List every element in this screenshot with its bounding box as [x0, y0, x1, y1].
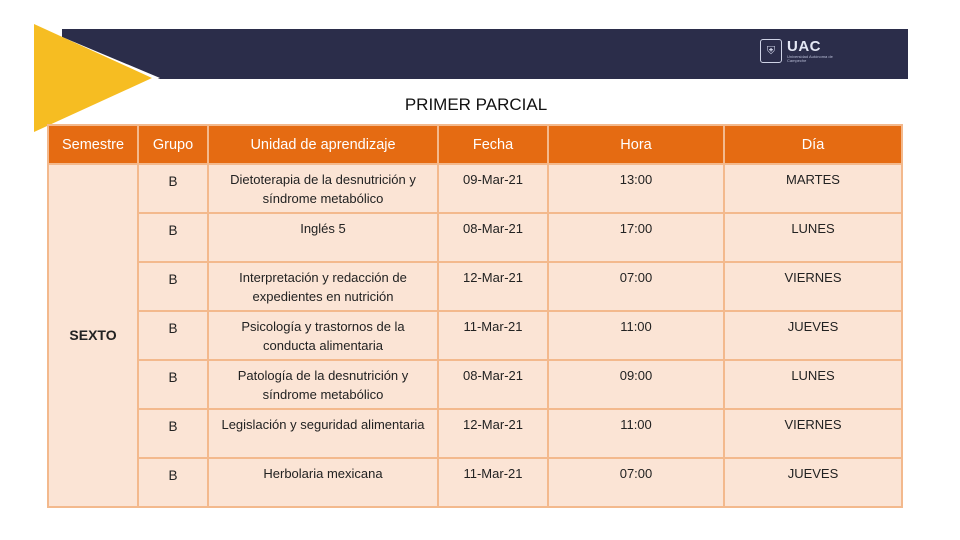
date-cell: 11-Mar-21 [438, 311, 548, 360]
semester-cell: SEXTO [48, 164, 138, 507]
time-cell: 09:00 [548, 360, 724, 409]
course-cell: Psicología y trastornos de la conducta alimentaria [208, 311, 438, 360]
course-cell: Dietoterapia de la desnutrición y síndrome metabólico [208, 164, 438, 213]
group-cell: B [138, 213, 208, 262]
shield-icon: ⛨ [760, 39, 782, 63]
table-row [48, 458, 902, 507]
table-row [48, 311, 902, 360]
day-cell: LUNES [724, 213, 902, 262]
time-cell: 13:00 [548, 164, 724, 213]
page-title: PRIMER PARCIAL [404, 95, 548, 114]
course-cell: Patología de la desnutrición y síndrome metabólico [208, 360, 438, 409]
group-cell: B [138, 262, 208, 311]
time-cell: 11:00 [548, 409, 724, 458]
logo-brand [787, 37, 833, 63]
date-cell: 11-Mar-21 [438, 458, 548, 507]
date-cell: 12-Mar-21 [438, 262, 548, 311]
column-header: Grupo [138, 125, 208, 164]
column-header: Unidad de aprendizaje [208, 125, 438, 164]
table-row [48, 360, 902, 409]
course-cell: Interpretación y redacción de expedientes en nutrición [208, 262, 438, 311]
table-header-row [48, 125, 902, 164]
course-cell: Legislación y seguridad alimentaria [208, 409, 438, 458]
time-cell: 17:00 [548, 213, 724, 262]
group-cell: B [138, 164, 208, 213]
logo-text: UAC [787, 37, 821, 55]
group-cell: B [138, 360, 208, 409]
exam-schedule-table [47, 124, 903, 508]
date-cell: 09-Mar-21 [438, 164, 548, 213]
day-cell: JUEVES [724, 458, 902, 507]
day-cell: JUEVES [724, 311, 902, 360]
column-header: Fecha [438, 125, 548, 164]
column-header: Hora [548, 125, 724, 164]
logo-subtitle: Universidad Autónoma de Campeche [787, 53, 833, 63]
column-header: Día [724, 125, 902, 164]
group-cell: B [138, 311, 208, 360]
table-row [48, 213, 902, 262]
course-cell: Inglés 5 [208, 213, 438, 262]
date-cell: 08-Mar-21 [438, 360, 548, 409]
date-cell: 12-Mar-21 [438, 409, 548, 458]
group-cell: B [138, 409, 208, 458]
accent-triangle [0, 0, 230, 140]
day-cell: LUNES [724, 360, 902, 409]
day-cell: VIERNES [724, 409, 902, 458]
table-row [48, 409, 902, 458]
table-row [48, 164, 902, 213]
day-cell: VIERNES [724, 262, 902, 311]
day-cell: MARTES [724, 164, 902, 213]
time-cell: 07:00 [548, 262, 724, 311]
university-logo [760, 35, 850, 67]
course-cell: Herbolaria mexicana [208, 458, 438, 507]
date-cell: 08-Mar-21 [438, 213, 548, 262]
group-cell: B [138, 458, 208, 507]
time-cell: 07:00 [548, 458, 724, 507]
column-header: Semestre [48, 125, 138, 164]
time-cell: 11:00 [548, 311, 724, 360]
table-row [48, 262, 902, 311]
